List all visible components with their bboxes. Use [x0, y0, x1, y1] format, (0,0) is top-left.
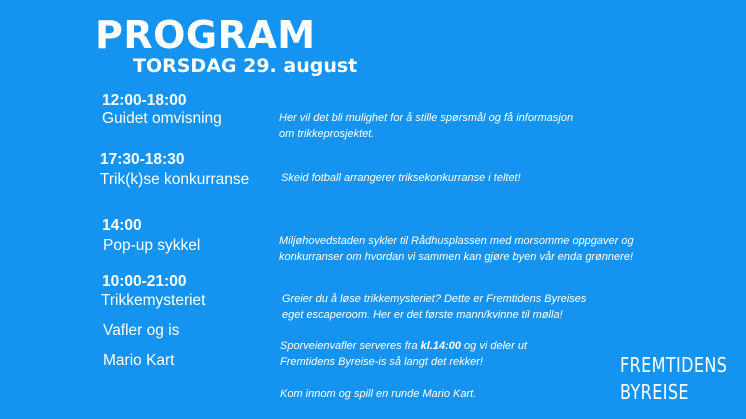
event-description-text: Sporveienvafler serveres fra — [280, 340, 421, 352]
event-description-line: Skeid fotball arrangerer triksekonkurranse i teltet! — [281, 172, 521, 184]
event-name: Guidet omvisning — [102, 110, 222, 127]
event-description — [281, 171, 521, 187]
event-description — [279, 234, 634, 265]
event-description-line: konkurranser om hvordan vi sammen kan gjøre byen vår enda grønnere! — [279, 250, 634, 263]
event-description-text: og vi deler ut — [461, 340, 528, 352]
event-description-line: Kom innom og spill en runde Mario Kart. — [280, 388, 477, 400]
event-name: Trikkemysteriet — [101, 292, 206, 309]
event-time: 10:00-21:00 — [102, 273, 187, 290]
event-description-line: Fremtidens Byreise-is så langt det rekker! — [280, 355, 483, 368]
event-description-line: eget escaperoom. Her er det første mann/kvinne til mølla! — [282, 308, 563, 321]
logo-line: FREMTIDENS — [620, 353, 728, 377]
event-description-line: Miljøhovedstaden sykler til Rådhusplassen med morsomme oppgaver og — [279, 235, 634, 247]
page-title: PROGRAM — [95, 13, 316, 57]
event-name: Mario Kart — [103, 352, 175, 369]
logo-line: BYREISE — [620, 380, 689, 404]
event-description — [280, 387, 476, 403]
event-name: Pop-up sykkel — [103, 237, 201, 254]
event-description-bold-time: kl.14:00 — [420, 340, 461, 352]
event-time: 17:30-18:30 — [100, 151, 185, 168]
event-description — [280, 339, 527, 370]
event-time: 12:00-18:00 — [102, 92, 187, 109]
event-time: 14:00 — [102, 217, 142, 234]
fremtidens-byreise-logo — [620, 352, 727, 406]
event-description — [282, 292, 586, 323]
event-name: Trik(k)se konkurranse — [100, 171, 250, 188]
event-description — [279, 111, 573, 142]
event-description-line: Greier du å løse trikkemysteriet? Dette er Fremtidens Byreises — [282, 293, 587, 305]
event-description-line: Her vil det bli mulighet for å stille spørsmål og få informasjon — [279, 112, 574, 124]
event-description-line: om trikkeprosjektet. — [279, 127, 375, 140]
event-description-line — [280, 339, 527, 355]
event-name: Vafler og is — [103, 322, 180, 339]
page-subtitle: TORSDAG 29. august — [133, 55, 358, 77]
